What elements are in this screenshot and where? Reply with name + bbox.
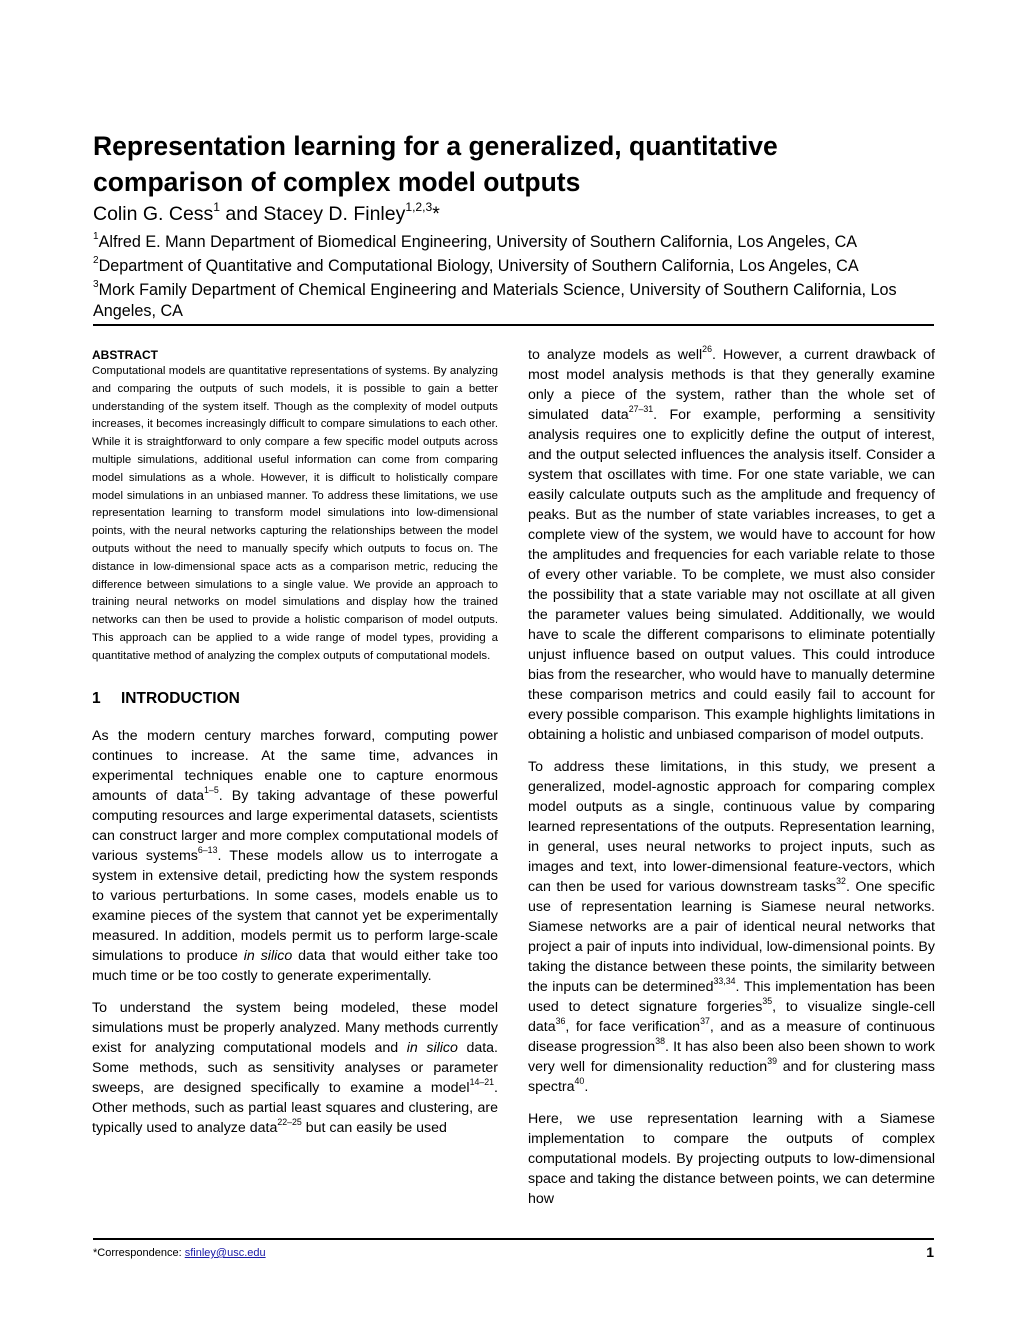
affiliation-1-number: 1 (93, 231, 99, 243)
affiliation-3 (93, 280, 933, 322)
citation: 1–5 (204, 784, 219, 795)
abstract-text: Computational models are quantitative representations of systems. By analyzing and comparing the outputs of such models, it is possible to gain a better understanding of the system itself. Though as the complexity of model outputs increases, it becomes increasingly difficult to compare simulations to each other. While it is straightforward to only compare a few specific model outputs across multiple simulations, additional useful information can come from comparing model simulations as a whole. However, it is difficult to holistically compare model simulations in an unbiased manner. To address these limitations, we use representation learning to transform model simulations into low-dimensional points, with the neural networks capturing the relationships between the model outputs without the need to manually specify which outputs to focus on. The distance in low-dimensional space acts as a comparison metric, reducing the difference between simulations to a single value. We provide an approach to training neural networks on model simulations and display how the trained networks can then be used to provide a holistic comparison of model outputs. This approach can be applied to a wide range of model types, providing a quantitative method of analyzing the complex outputs of computational models. (92, 365, 498, 662)
text-run: , to visualize single-cell data (528, 999, 935, 1035)
text-run: data that would either take too much time or be too costly to generate experimentally. (92, 947, 498, 984)
correspondence-label: *Correspondence: (93, 1247, 185, 1259)
citation: 39 (767, 1055, 777, 1066)
text-run: To address these limitations, in this study, we present a generalized, model-agnostic approach for comparing complex model outputs as a single, continuous value by comparing learned representations of the outputs. Representation learning, in general, uses neural networks to project inputs, such as images and text, into lower-dimensional feature-vectors, which can then be used for various downstream tasks (528, 759, 935, 895)
affiliation-1 (93, 232, 933, 253)
intro-paragraph-2 (92, 998, 498, 1138)
affiliation-2-number: 2 (93, 255, 99, 267)
author-finley-affiliation: 1,2,3 (405, 199, 433, 214)
text-run: . However, a current drawback of most model analysis methods is that they generally examine only a piece of the system, rather than the whole set of simulated data (528, 347, 935, 423)
affiliation-2 (93, 256, 933, 277)
section-title: INTRODUCTION (121, 689, 240, 707)
text-run: but can easily be used (301, 1119, 447, 1136)
citation: 22–25 (277, 1116, 302, 1127)
text-run: As the modern century marches forward, computing power continues to increase. At the same time, advances in experimental techniques enable one to capture enormous amounts of data (92, 727, 498, 804)
citation: 37 (700, 1015, 710, 1026)
citation: 33,34 (713, 975, 736, 986)
section-heading-introduction (92, 688, 498, 710)
affiliation-3-text: Mork Family Department of Chemical Engineering and Materials Science, University of Southern California, Los Angeles, CA (93, 281, 897, 320)
text-run: . For example, performing a sensitivity analysis requires one to explicitly define the output of interest, and the output selected influences the analysis itself. Consider a system that oscillates with time. For one state variable, we can easily calculate outputs such as the amplitude and frequency of peaks. But as the number of state variables increases, to get a complete view of the system, we would have to account for how the amplitudes and frequencies for each variable relate to those of every other variable. To be complete, we must also consider the possibility that a state variable may not oscillate at all given the parameter values being simulated. Additionally, we would have to scale the different comparisons to eliminate potentially unjust influence based on output values. This could introduce bias from the researcher, who would have to manually determine these comparison metrics and could easily fail to account for every possible comparison. This example highlights limitations in obtaining a holistic and unbiased comparison of model outputs. (528, 407, 935, 743)
citation: 27–31 (628, 403, 654, 414)
citation: 6–13 (197, 844, 218, 855)
text-run: and for clustering mass spectra (528, 1059, 935, 1095)
emphasis-in-silico: in silico (406, 1039, 458, 1056)
citation: 32 (836, 875, 846, 886)
emphasis-in-silico: in silico (243, 947, 293, 964)
correspondence-email-link[interactable]: sfinley@usc.edu (184, 1247, 266, 1259)
citation: 26 (702, 343, 712, 354)
header-divider (93, 324, 934, 326)
correspondence-footnote (93, 1246, 266, 1260)
footer-divider (93, 1238, 934, 1240)
abstract-heading: ABSTRACT (92, 348, 158, 362)
text-run: . By taking advantage of these powerful computing resources and large experimental datasets, scientists can construct larger and more complex computational models of various systems (92, 787, 498, 864)
citation: 40 (574, 1075, 585, 1086)
text-run: . One specific use of representation learning is Siamese neural networks. Siamese networks are a pair of identical neural networks that project a pair of inputs into individual, low-dimensional points. By taking the distance between these points, the similarity between the inputs can be determined (528, 879, 935, 995)
section-number: 1 (92, 689, 101, 707)
page-number: 1 (926, 1244, 934, 1260)
corresponding-mark: * (432, 203, 440, 225)
text-run: data. Some methods, such as sensitivity analyses or parameter sweeps, are designed specifically to examine a model (92, 1039, 499, 1096)
affiliation-2-text: Department of Quantitative and Computational Biology, University of Southern California, Los Angeles, CA (98, 257, 859, 275)
citation: 35 (762, 995, 773, 1006)
affiliation-1-text: Alfred E. Mann Department of Biomedical Engineering, University of Southern California, Los Angeles, CA (98, 233, 858, 251)
text-run: . It has also been also been shown to work very well for dimensionality reduction (528, 1039, 935, 1075)
intro-paragraph-4 (528, 1109, 935, 1209)
citation: 38 (655, 1035, 665, 1046)
intro-paragraph-2-continued (528, 345, 935, 745)
author-conjunction: and (220, 203, 264, 225)
intro-paragraph-3 (528, 757, 935, 1097)
author-cess: Colin G. Cess (93, 203, 214, 225)
text-run: . Other methods, such as partial least squares and clustering, are typically used to analyze data (92, 1079, 498, 1136)
paper-title: Representation learning for a generalized, quantitative comparison of complex model outputs (93, 131, 778, 197)
affiliation-3-number: 3 (93, 279, 99, 291)
citation: 14–21 (469, 1076, 495, 1087)
text-run: , for face verification (565, 1019, 701, 1035)
text-run: Here, we use representation learning with a Siamese implementation to compare the outputs of complex computational models. By projecting outputs to low-dimensional space and taking the distance between points, we can determine how (528, 1111, 935, 1207)
text-run: To understand the system being modeled, these model simulations must be properly analyzed. Many methods currently exist for analyzing computational models and (92, 999, 498, 1056)
text-run: . These models allow us to interrogate a system in extensive detail, predicting how the system responds to various perturbations. In some cases, models enable us to examine pieces of the system that cannot yet be experimentally measured. In addition, models permit us to perform large-scale simulations to produce (92, 847, 499, 964)
citation: 36 (555, 1015, 566, 1026)
intro-paragraph-1 (92, 726, 498, 986)
text-run: . (584, 1079, 589, 1095)
author-finley: Stacey D. Finley (263, 203, 406, 225)
author-cess-affiliation: 1 (213, 199, 221, 214)
text-run: . This implementation has been used to detect signature forgeries (528, 979, 935, 1015)
text-run: to analyze models as well (528, 347, 703, 363)
author-list (93, 201, 440, 227)
right-column (528, 345, 935, 1209)
left-column (92, 347, 498, 1138)
text-run: , and as a measure of continuous disease progression (528, 1019, 935, 1055)
